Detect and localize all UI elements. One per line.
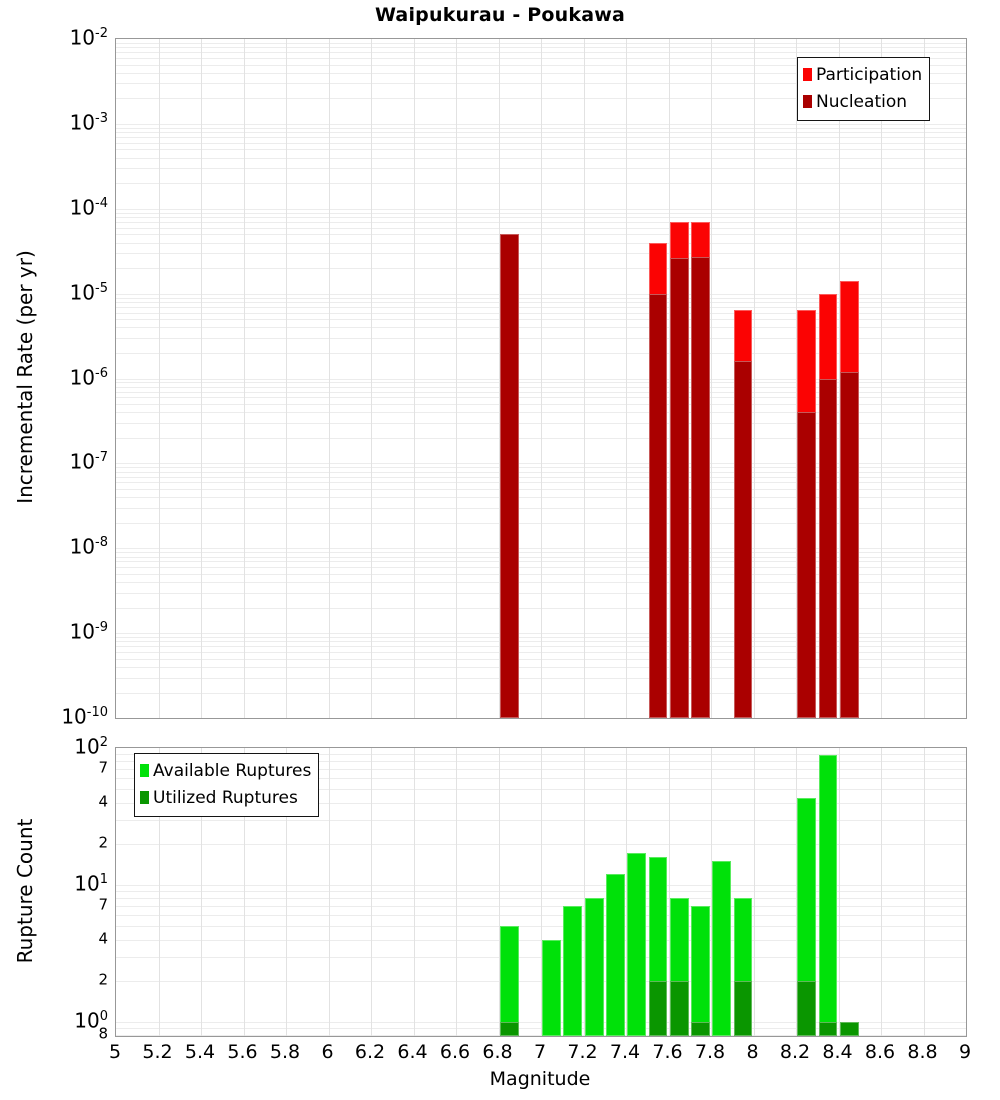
y-tick-label: $10^1$ <box>74 871 108 896</box>
v-gridline <box>924 748 925 1036</box>
v-gridline <box>329 748 330 1036</box>
v-gridline <box>924 39 925 718</box>
legend-item-nucleation <box>803 88 922 115</box>
available-legend-label: Available Ruptures <box>153 760 312 781</box>
x-tick-label: 5 <box>108 1041 122 1063</box>
v-gridline <box>754 39 755 718</box>
bar-available-ruptures-7.1 <box>563 906 582 1036</box>
nucleation-legend-label: Nucleation <box>816 91 908 112</box>
y-tick-label: $10^{-8}$ <box>69 534 108 559</box>
y-tick-label: 8 <box>98 1024 108 1043</box>
bar-available-ruptures-6.8 <box>500 926 519 1036</box>
x-tick-label: 8 <box>746 1041 759 1063</box>
legend-item-utilized <box>140 784 311 811</box>
bar-available-ruptures-7.2 <box>585 898 604 1036</box>
x-tick-label: 7.6 <box>652 1041 683 1063</box>
y-tick-label: $10^{-9}$ <box>69 619 108 644</box>
y-tick-label: 7 <box>98 895 108 914</box>
bar-available-ruptures-7.7 <box>691 906 710 1036</box>
count-legend <box>134 753 319 817</box>
v-gridline <box>839 748 840 1036</box>
x-tick-label: 7.8 <box>694 1041 726 1063</box>
bar-utilized-ruptures-6.8 <box>500 1022 519 1036</box>
v-gridline <box>159 39 160 718</box>
bar-nucleation-8.2 <box>797 412 816 718</box>
available-ruptures-swatch-icon <box>140 764 149 777</box>
v-gridline <box>414 39 415 718</box>
v-gridline <box>881 748 882 1036</box>
v-gridline <box>371 39 372 718</box>
v-gridline <box>244 39 245 718</box>
x-tick-label: 5.4 <box>184 1041 216 1063</box>
y-tick-label: $10^{-10}$ <box>61 704 108 729</box>
chart-title: Waipukurau - Poukawa <box>374 4 626 26</box>
v-gridline <box>371 748 372 1036</box>
bar-nucleation-8.3 <box>819 379 838 719</box>
x-tick-label: 8.4 <box>822 1041 853 1063</box>
x-tick-label: 6 <box>321 1041 334 1063</box>
bar-nucleation-7.6 <box>670 258 689 718</box>
x-tick-label: 9 <box>958 1041 972 1063</box>
y-tick-label: 2 <box>98 970 108 989</box>
bar-utilized-ruptures-8.2 <box>797 981 816 1036</box>
legend-item-participation <box>803 61 922 88</box>
v-gridline <box>541 39 542 718</box>
bar-utilized-ruptures-8.4 <box>840 1022 859 1036</box>
y-tick-label: $10^{-2}$ <box>69 25 108 50</box>
v-gridline <box>456 39 457 718</box>
bar-utilized-ruptures-7.5 <box>649 981 668 1036</box>
count-y-axis-label: Rupture Count <box>13 818 37 964</box>
v-gridline <box>754 748 755 1036</box>
y-tick-label: $10^{-3}$ <box>69 110 108 135</box>
v-gridline <box>456 748 457 1036</box>
bar-utilized-ruptures-7.6 <box>670 981 689 1036</box>
x-tick-label: 6.2 <box>354 1041 386 1063</box>
x-tick-label: 8.2 <box>779 1041 811 1063</box>
y-tick-label: $10^{-5}$ <box>69 280 108 305</box>
x-tick-label: 6.4 <box>397 1041 428 1063</box>
x-tick-label: 6.8 <box>482 1041 513 1063</box>
utilized-ruptures-swatch-icon <box>140 791 149 804</box>
rate-y-axis-label: Incremental Rate (per yr) <box>13 250 37 504</box>
bar-utilized-ruptures-8.3 <box>819 1022 838 1036</box>
x-tick-label: 7 <box>533 1041 547 1063</box>
x-tick-label: 8.8 <box>907 1041 938 1063</box>
bar-available-ruptures-7 <box>542 940 561 1037</box>
bar-nucleation-7.7 <box>691 257 710 718</box>
x-tick-label: 7.4 <box>609 1041 641 1063</box>
bar-available-ruptures-7.3 <box>606 874 625 1036</box>
v-gridline <box>329 39 330 718</box>
v-gridline <box>626 39 627 718</box>
legend-item-available <box>140 757 311 784</box>
v-gridline <box>414 748 415 1036</box>
bar-available-ruptures-8.3 <box>819 755 838 1036</box>
rate-legend <box>797 57 930 121</box>
v-gridline <box>286 39 287 718</box>
v-gridline <box>711 39 712 718</box>
x-tick-label: 5.2 <box>142 1041 173 1063</box>
v-gridline <box>584 39 585 718</box>
utilized-legend-label: Utilized Ruptures <box>153 787 298 808</box>
y-tick-label: $10^{-4}$ <box>69 195 108 220</box>
x-tick-label: 5.6 <box>227 1041 258 1063</box>
y-tick-label: 7 <box>98 758 108 777</box>
rate-plot-area <box>115 38 967 719</box>
y-tick-label: $10^{-7}$ <box>69 449 108 474</box>
x-tick-label: 5.8 <box>269 1041 301 1063</box>
bar-utilized-ruptures-7.9 <box>734 981 753 1036</box>
y-tick-label: $10^2$ <box>74 734 108 759</box>
participation-swatch-icon <box>803 68 812 81</box>
bar-nucleation-6.8 <box>500 234 519 718</box>
x-tick-label: 6.6 <box>439 1041 471 1063</box>
y-tick-label: 4 <box>98 792 108 811</box>
x-tick-label: 8.6 <box>864 1041 896 1063</box>
bar-available-ruptures-7.8 <box>712 861 731 1036</box>
y-tick-label: $10^{-6}$ <box>69 365 108 390</box>
nucleation-swatch-icon <box>803 95 812 108</box>
bar-nucleation-8.4 <box>840 372 859 718</box>
bar-available-ruptures-7.4 <box>627 853 646 1036</box>
bar-utilized-ruptures-7.7 <box>691 1022 710 1036</box>
participation-legend-label: Participation <box>816 64 923 85</box>
y-tick-label: 4 <box>98 929 108 948</box>
bar-nucleation-7.5 <box>649 294 668 718</box>
y-tick-label: $10^0$ <box>74 1008 108 1033</box>
bar-nucleation-7.9 <box>734 361 753 718</box>
v-gridline <box>201 39 202 718</box>
x-tick-label: 7.2 <box>567 1041 598 1063</box>
x-axis-label: Magnitude <box>489 1068 591 1090</box>
y-tick-label: 2 <box>98 833 108 852</box>
v-gridline <box>881 39 882 718</box>
